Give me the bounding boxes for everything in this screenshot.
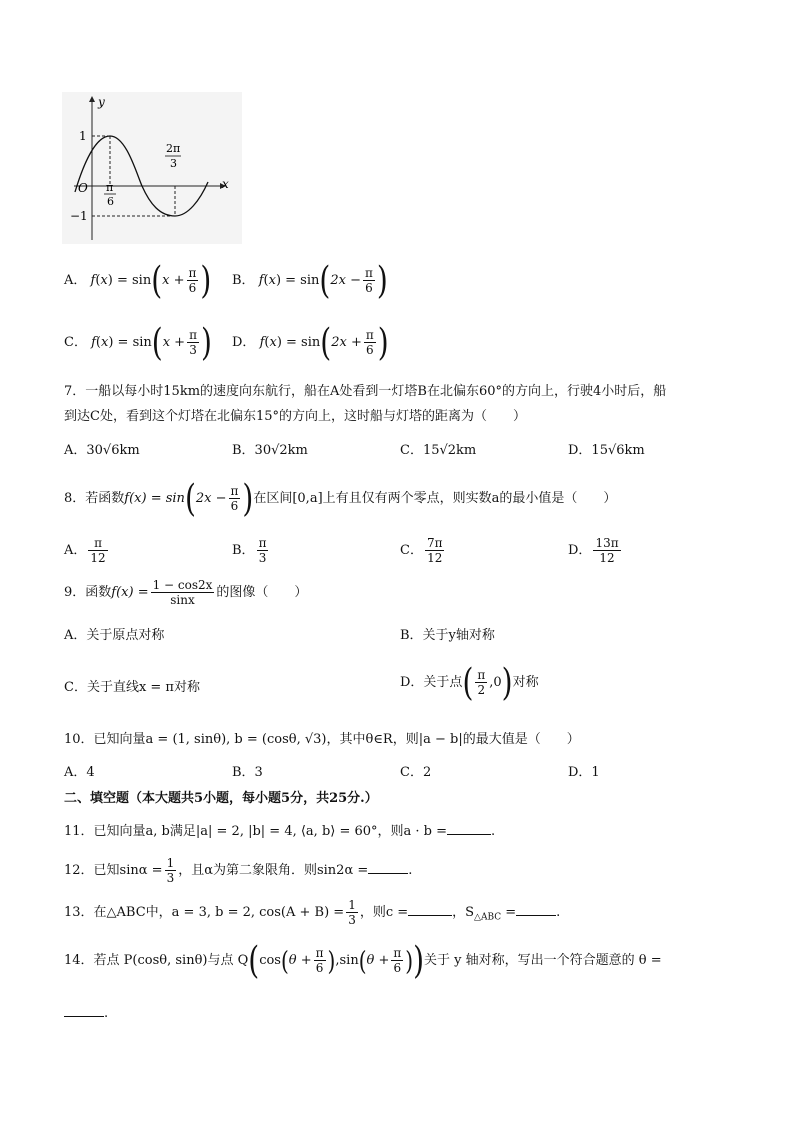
q11-answer-blank	[447, 822, 491, 835]
q12-answer-blank	[368, 861, 408, 874]
q7-line-1: 7．一船以每小时15km的速度向东航行，船在A处看到一灯塔B在北偏东60°的方向上，行驶4小时后，船	[64, 384, 667, 399]
q14-stem: 14．若点 P(cosθ, sinθ)与点 Q(cos(θ + $\frac{\pi}{6}$ ),sin(θ + $\frac{\pi}{6}$ ))关于 y 轴对称，写出一个符合题意的 θ =	[64, 937, 662, 983]
q9-stem: 9．函数f(x) = $\frac{1 - \cos 2x}{\sin x}$ 的图像（ ）	[64, 578, 308, 607]
q7-option-a: A．30√6km	[64, 443, 140, 458]
q14-inner-2: θ +	[366, 953, 390, 968]
q9-option-a: A．关于原点对称	[64, 628, 165, 643]
sine-graph	[62, 92, 242, 244]
q6-option-c: C． f(x) = sin(x + $\frac{\pi}{3}$ )	[64, 319, 212, 365]
q14-answer-line: .	[64, 1004, 108, 1023]
q9-option-c: C．关于直线x = π对称	[64, 680, 200, 695]
q8-stem: 8．若函数f(x) = sin(2x − $\frac{\pi}{6}$ )在区间[0,a]上有且仅有两个零点，则实数a的最小值是（ ）	[64, 475, 617, 521]
q8-option-b: B． $\frac{\pi}{3}$	[232, 536, 267, 565]
q7-line-2: 到达C处，看到这个灯塔在北偏东15°的方向上，这时船与灯塔的距离为（ ）	[64, 409, 526, 424]
pi6-den: 6	[107, 195, 114, 208]
q11-stem: 11．已知向量a, b满足|a| = 2, |b| = 4, ⟨a, b⟩ = 60°，则a · b = .	[64, 824, 496, 839]
q10-option-c: C．2	[400, 765, 432, 780]
q14-num-2: π	[393, 946, 402, 960]
q14-answer-blank	[64, 1004, 104, 1017]
q9-option-b: B．关于y轴对称	[400, 628, 495, 643]
q9-option-d: D．关于点( $\frac{\pi}{2}$ ,0)对称	[400, 659, 539, 705]
tick-neg1-label: −1	[70, 209, 88, 223]
q8-option-d: D． $\frac{13\pi}{12}$	[568, 536, 619, 565]
2pi3-num: 2π	[166, 142, 181, 155]
q13-stem: 13．在△ABC中，a = 3, b = 2, cos(A + B) = $\frac{1}{3}$ ，则c = ，$S_{\triangle ABC}$ = .	[64, 898, 561, 927]
q14-den-2: 6	[393, 961, 402, 975]
tick-1-label: 1	[79, 129, 87, 143]
q6-option-b: B． f(x) = sin(2x − $\frac{\pi}{6}$ )	[232, 257, 388, 303]
q10-option-d: D．1	[568, 765, 600, 780]
q10-option-a: A．4	[64, 765, 95, 780]
x-label: x	[222, 177, 229, 191]
q7-option-d: D．15√6km	[568, 443, 645, 458]
origin-label: O	[78, 181, 88, 195]
q13-area-blank	[516, 903, 556, 916]
q6-option-d: D． f(x) = sin(2x + $\frac{\pi}{6}$ )	[232, 319, 389, 365]
q7-option-b: B．30√2km	[232, 443, 308, 458]
q12-stem: 12．已知sinα = $\frac{1}{3}$ ，且α为第二象限角．则sin2α = .	[64, 856, 413, 885]
y-label: y	[98, 95, 105, 109]
q7-option-c: C．15√2km	[400, 443, 477, 458]
pi6-num: π	[106, 181, 114, 194]
q13-c-blank	[408, 903, 452, 916]
2pi3-den: 3	[170, 157, 177, 170]
section-fill-in-title: 二、填空题（本大题共5小题，每小题5分，共25分.）	[64, 791, 378, 806]
q10-stem: 10．已知向量a = (1, sinθ), b = (cosθ, √3)，其中θ∈R，则|a − b|的最大值是（ ）	[64, 732, 580, 747]
q8-option-c: C． $\frac{7\pi}{12}$	[400, 536, 443, 565]
q6-option-a: A． f(x) = sin(x + $\frac{\pi}{6}$ )	[64, 257, 212, 303]
q10-option-b: B．3	[232, 765, 263, 780]
q8-option-a: A． $\frac{\pi}{12}$	[64, 536, 106, 565]
